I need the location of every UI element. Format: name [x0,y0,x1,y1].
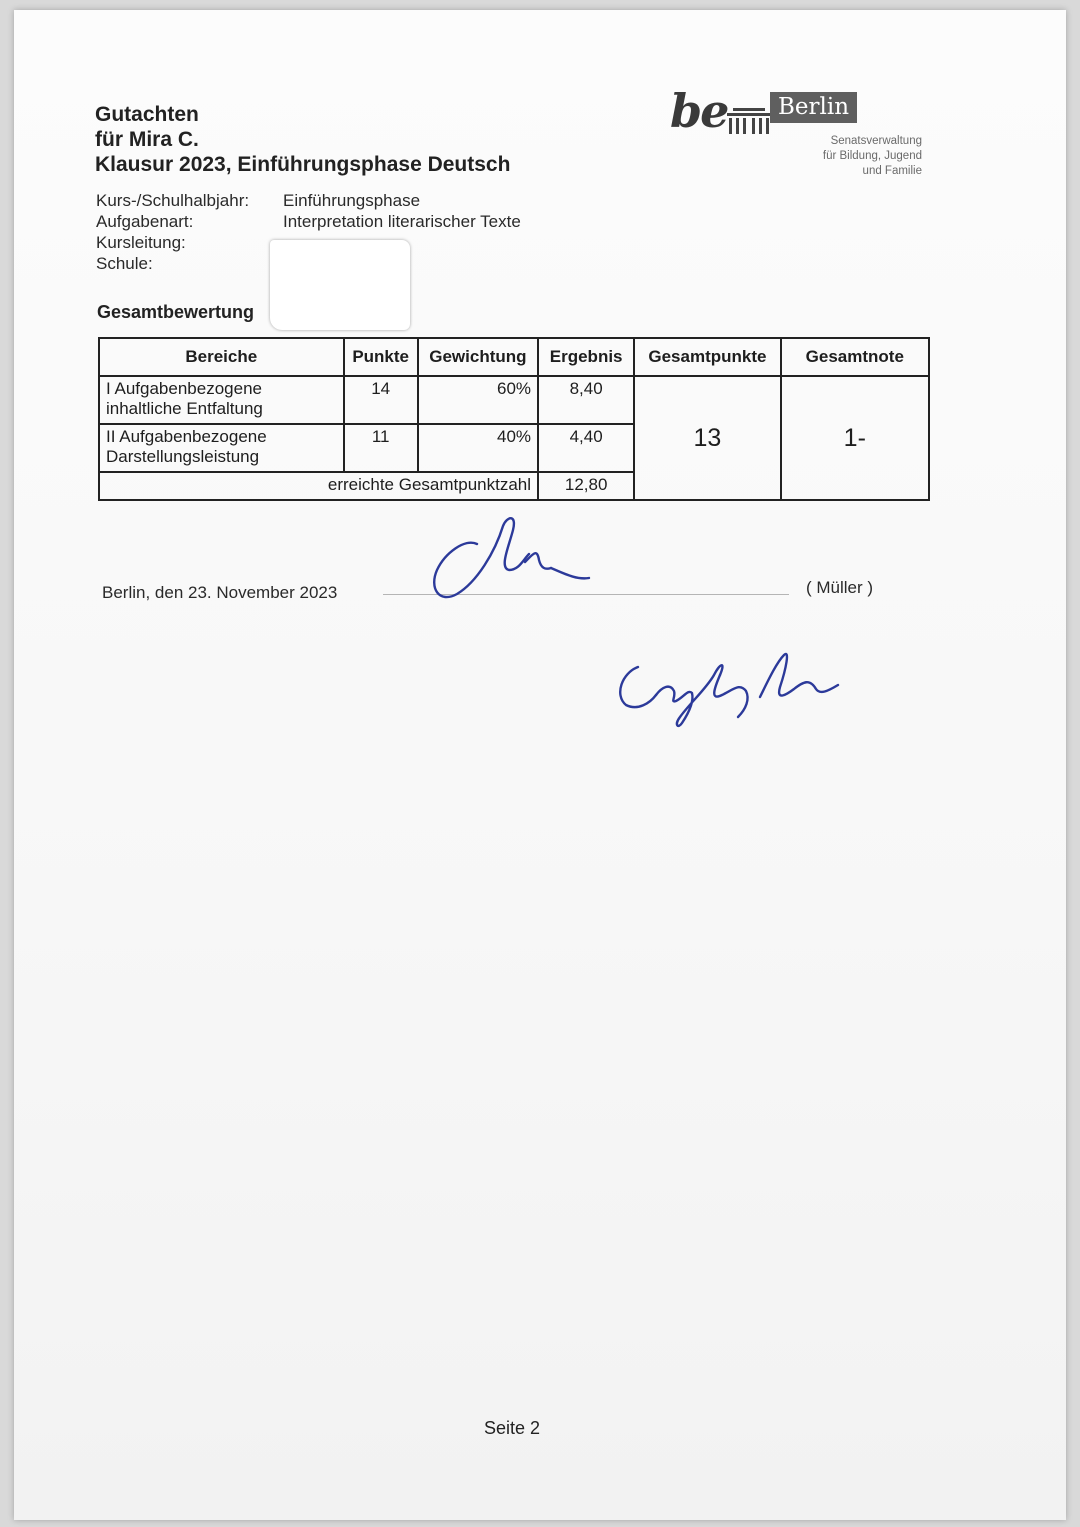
points-cell: 14 [344,376,418,424]
area-line-1: II Aufgabenbezogene [106,427,267,446]
gesamtnote-cell: 1- [781,376,929,500]
logo-subtitle [770,134,922,179]
result-cell: 4,40 [538,424,634,472]
weight-cell: 60% [418,376,538,424]
header-gesamtnote: Gesamtnote [781,338,929,376]
page-number: Seite 2 [484,1418,541,1438]
title-line-1: Gutachten [95,103,199,126]
header-punkte: Punkte [344,338,418,376]
table-row [99,376,929,424]
area-line-2: inhaltliche Entfaltung [106,399,263,418]
logo-be-mark: be [670,84,728,138]
meta-value-task: Interpretation literarischer Texte [283,212,521,231]
logo-berlin-box: Berlin [770,92,857,123]
header-gesamtpunkte: Gesamtpunkte [634,338,780,376]
title-line-3: Klausur 2023, Einführungsphase Deutsch [95,153,511,176]
meta-label-course: Kurs-/Schulhalbjahr: [96,191,250,210]
place-date: Berlin, den 23. November 2023 [102,583,338,602]
table-header-row [99,338,929,376]
meta-label-school: Schule: [96,254,153,273]
area-cell [99,424,344,472]
second-signature [610,645,865,730]
brandenburg-gate-icon [723,106,775,136]
signer-name: ( Müller ) [806,578,874,597]
logo-sub-line-2: für Bildung, Jugend [822,150,922,162]
area-cell [99,376,344,424]
header-bereiche: Bereiche [99,338,344,376]
meta-label-task: Aufgabenart: [96,212,194,231]
result-cell: 8,40 [538,376,634,424]
area-line-2: Darstellungsleistung [106,447,260,466]
header-ergebnis: Ergebnis [538,338,634,376]
logo-sub-line-3: und Familie [862,165,922,177]
meta-labels [96,190,249,274]
points-cell: 11 [344,424,418,472]
total-value: 12,80 [538,472,634,500]
meta-value-course: Einführungsphase [283,191,421,210]
document-title [95,102,510,177]
grade-table [98,337,930,501]
teacher-signature [425,508,600,608]
gesamtpunkte-cell: 13 [634,376,780,500]
meta-label-lead: Kursleitung: [96,233,186,252]
title-line-2: für Mira C. [95,128,199,151]
whiteout-patch [270,240,410,330]
area-line-1: I Aufgabenbezogene [106,379,262,398]
total-label: erreichte Gesamtpunktzahl [99,472,538,500]
meta-values [283,190,521,232]
logo-sub-line-1: Senatsverwaltung [830,135,922,147]
header-gewichtung: Gewichtung [418,338,538,376]
section-title: Gesamtbewertung [97,302,255,322]
weight-cell: 40% [418,424,538,472]
